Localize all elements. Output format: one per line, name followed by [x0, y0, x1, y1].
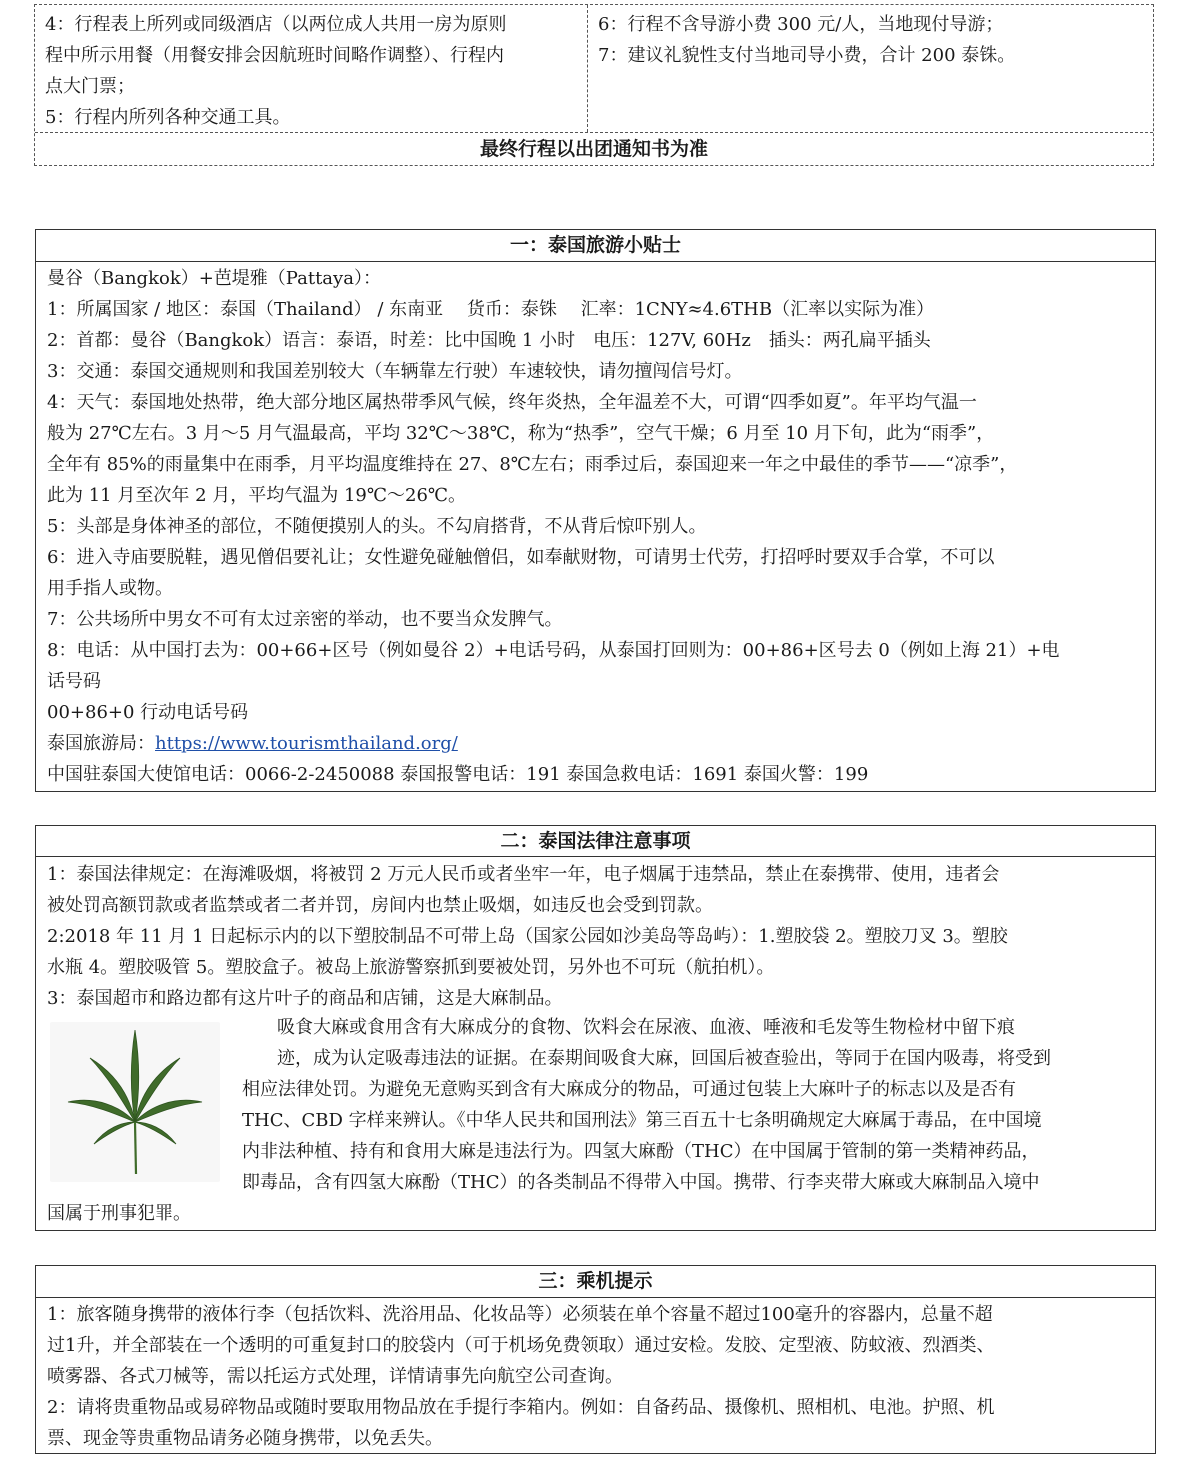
- boarding-line: 1：旅客随身携带的液体行李（包括饮料、洗浴用品、化妆品等）必须装在单个容量不超过100毫升的容器内，总量不超: [47, 1304, 993, 1325]
- tourism-bureau-label: 泰国旅游局：: [47, 733, 155, 754]
- tip-line: 5：头部是身体神圣的部位，不随便摸别人的头。不勾肩搭背，不从背后惊吓别人。: [47, 516, 707, 537]
- thailand-travel-tips-section: [35, 229, 1156, 792]
- inclusion-line: 程中所示用餐（用餐安排会因航班时间略作调整）、行程内: [45, 45, 504, 66]
- inclusions-table: [34, 4, 1154, 166]
- section-body: [36, 857, 1155, 1014]
- section-title: 二：泰国法律注意事项: [36, 826, 1155, 857]
- tip-line: 7：公共场所中男女不可有太过亲密的举动，也不要当众发脾气。: [47, 609, 563, 630]
- emergency-phones-line: 中国驻泰国大使馆电话：0066-2-2450088 泰国报警电话：191 泰国急救电话：1691 泰国火警：199: [47, 764, 869, 785]
- tip-line: 6：进入寺庙要脱鞋，遇见僧侣要礼让；女性避免碰触僧侣，如奉献财物，可请男士代劳，打招呼时要双手合掌，不可以: [47, 547, 995, 568]
- exclusions-cell: [588, 5, 1153, 132]
- section-title: 一：泰国旅游小贴士: [36, 230, 1155, 262]
- boarding-tips-section: [35, 1265, 1156, 1454]
- tip-line: 4：天气：泰国地处热带，绝大部分地区属热带季风气候，终年炎热，全年温差不大，可谓“四季如夏”。年平均气温一: [47, 392, 977, 413]
- tip-line: 曼谷（Bangkok）+芭堤雅（Pattaya）：: [47, 268, 381, 289]
- cannabis-warning-line: 国属于刑事犯罪。: [47, 1203, 191, 1224]
- boarding-line: 2：请将贵重物品或易碎物品或随时要取用物品放在手提行李箱内。例如：自备药品、摄像机、照相机、电池。护照、机: [47, 1397, 995, 1418]
- itinerary-note: 最终行程以出团通知书为准: [35, 132, 1153, 165]
- section-body: [36, 262, 1155, 790]
- tip-line: 用手指人或物。: [47, 578, 173, 599]
- tip-line: 2：首都：曼谷（Bangkok）语言：泰语，时差：比中国晚 1 小时 电压：127V, 60Hz 插头：两孔扁平插头: [47, 330, 931, 351]
- tip-line: 全年有 85%的雨量集中在雨季，月平均温度维持在 27、8℃左右；雨季过后，泰国迎来一年之中最佳的季节——“凉季”，: [47, 454, 1018, 475]
- section-body: [36, 1298, 1155, 1454]
- law-line: 水瓶 4。塑胶吸管 5。塑胶盒子。被岛上旅游警察抓到要被处罚，另外也不可玩（航拍机）。: [47, 957, 775, 978]
- boarding-line: 过1升，并全部装在一个透明的可重复封口的胶袋内（可于机场免费领取）通过安检。发胶、定型液、防蚊液、烈酒类、: [47, 1335, 995, 1356]
- cannabis-warning-line: THC、CBD 字样来辨认。《中华人民共和国刑法》第三百五十七条明确规定大麻属于毒品，在中国境: [242, 1110, 1042, 1131]
- exclusion-line: 7：建议礼貌性支付当地司导小费，合计 200 泰铢。: [598, 45, 1016, 66]
- inclusion-line: 4：行程表上所列或同级酒店（以两位成人共用一房为原则: [45, 14, 507, 35]
- cannabis-warning-line: 迹，成为认定吸毒违法的证据。在泰期间吸食大麻，回国后被查验出，等同于在国内吸毒，将受到: [277, 1048, 1051, 1069]
- cannabis-warning-line: 内非法种植、持有和食用大麻是违法行为。四氢大麻酚（THC）在中国属于管制的第一类精神药品，: [242, 1141, 1040, 1162]
- boarding-line: 票、现金等贵重物品请务必随身携带，以免丢失。: [47, 1428, 443, 1449]
- law-line: 2:2018 年 11 月 1 日起标示内的以下塑胶制品不可带上岛（国家公园如沙美岛等岛屿）：1.塑胶袋 2。塑胶刀叉 3。塑胶: [47, 926, 1008, 947]
- thailand-law-section: [35, 825, 1156, 1231]
- tourism-website-link[interactable]: https://www.tourismthailand.org/: [155, 733, 458, 754]
- exclusion-line: 6：行程不含导游小费 300 元/人，当地现付导游；: [598, 14, 1004, 35]
- tourism-bureau-line: [47, 728, 1155, 759]
- tip-line: 话号码: [47, 671, 101, 692]
- cannabis-warning-line: 即毒品，含有四氢大麻酚（THC）的各类制品不得带入中国。携带、行李夹带大麻或大麻制品入境中: [242, 1172, 1040, 1193]
- law-line: 1：泰国法律规定：在海滩吸烟，将被罚 2 万元人民币或者坐牢一年，电子烟属于违禁品，禁止在泰携带、使用，违者会: [47, 864, 1000, 885]
- inclusion-line: 5：行程内所列各种交通工具。: [45, 107, 291, 128]
- inclusions-cell: [35, 5, 588, 132]
- cannabis-leaf-image: [50, 1022, 220, 1182]
- cannabis-warning-line: 相应法律处罚。为避免无意购买到含有大麻成分的物品，可通过包装上大麻叶子的标志以及是否有: [242, 1079, 1016, 1100]
- tip-line: 3：交通：泰国交通规则和我国差别较大（车辆靠左行驶）车速较快，请勿擅闯信号灯。: [47, 361, 743, 382]
- cannabis-warning-line: 吸食大麻或食用含有大麻成分的食物、饮料会在尿液、血液、唾液和毛发等生物检材中留下痕: [277, 1017, 1015, 1038]
- tip-line: 般为 27℃左右。3 月～5 月气温最高，平均 32℃～38℃，称为“热季”，空气干燥；6 月至 10 月下旬，此为“雨季”，: [47, 423, 995, 444]
- tip-line: 00+86+0 行动电话号码: [47, 702, 249, 723]
- tip-line: 8：电话：从中国打去为：00+66+区号（例如曼谷 2）+电话号码，从泰国打回则为：00+86+区号去 0（例如上海 21）+电: [47, 640, 1060, 661]
- section-title: 三：乘机提示: [36, 1266, 1155, 1298]
- law-line: 3：泰国超市和路边都有这片叶子的商品和店铺，这是大麻制品。: [47, 988, 563, 1009]
- inclusion-line: 点大门票；: [45, 76, 135, 97]
- boarding-line: 喷雾器、各式刀械等，需以托运方式处理，详情请事先向航空公司查询。: [47, 1366, 623, 1387]
- tip-line: 1：所属国家 / 地区：泰国（Thailand） / 东南亚 货币：泰铢 汇率：1CNY≈4.6THB（汇率以实际为准）: [47, 299, 935, 320]
- tip-line: 此为 11 月至次年 2 月，平均气温为 19℃～26℃。: [47, 485, 467, 506]
- law-line: 被处罚高额罚款或者监禁或者二者并罚，房间内也禁止吸烟，如违反也会受到罚款。: [47, 895, 713, 916]
